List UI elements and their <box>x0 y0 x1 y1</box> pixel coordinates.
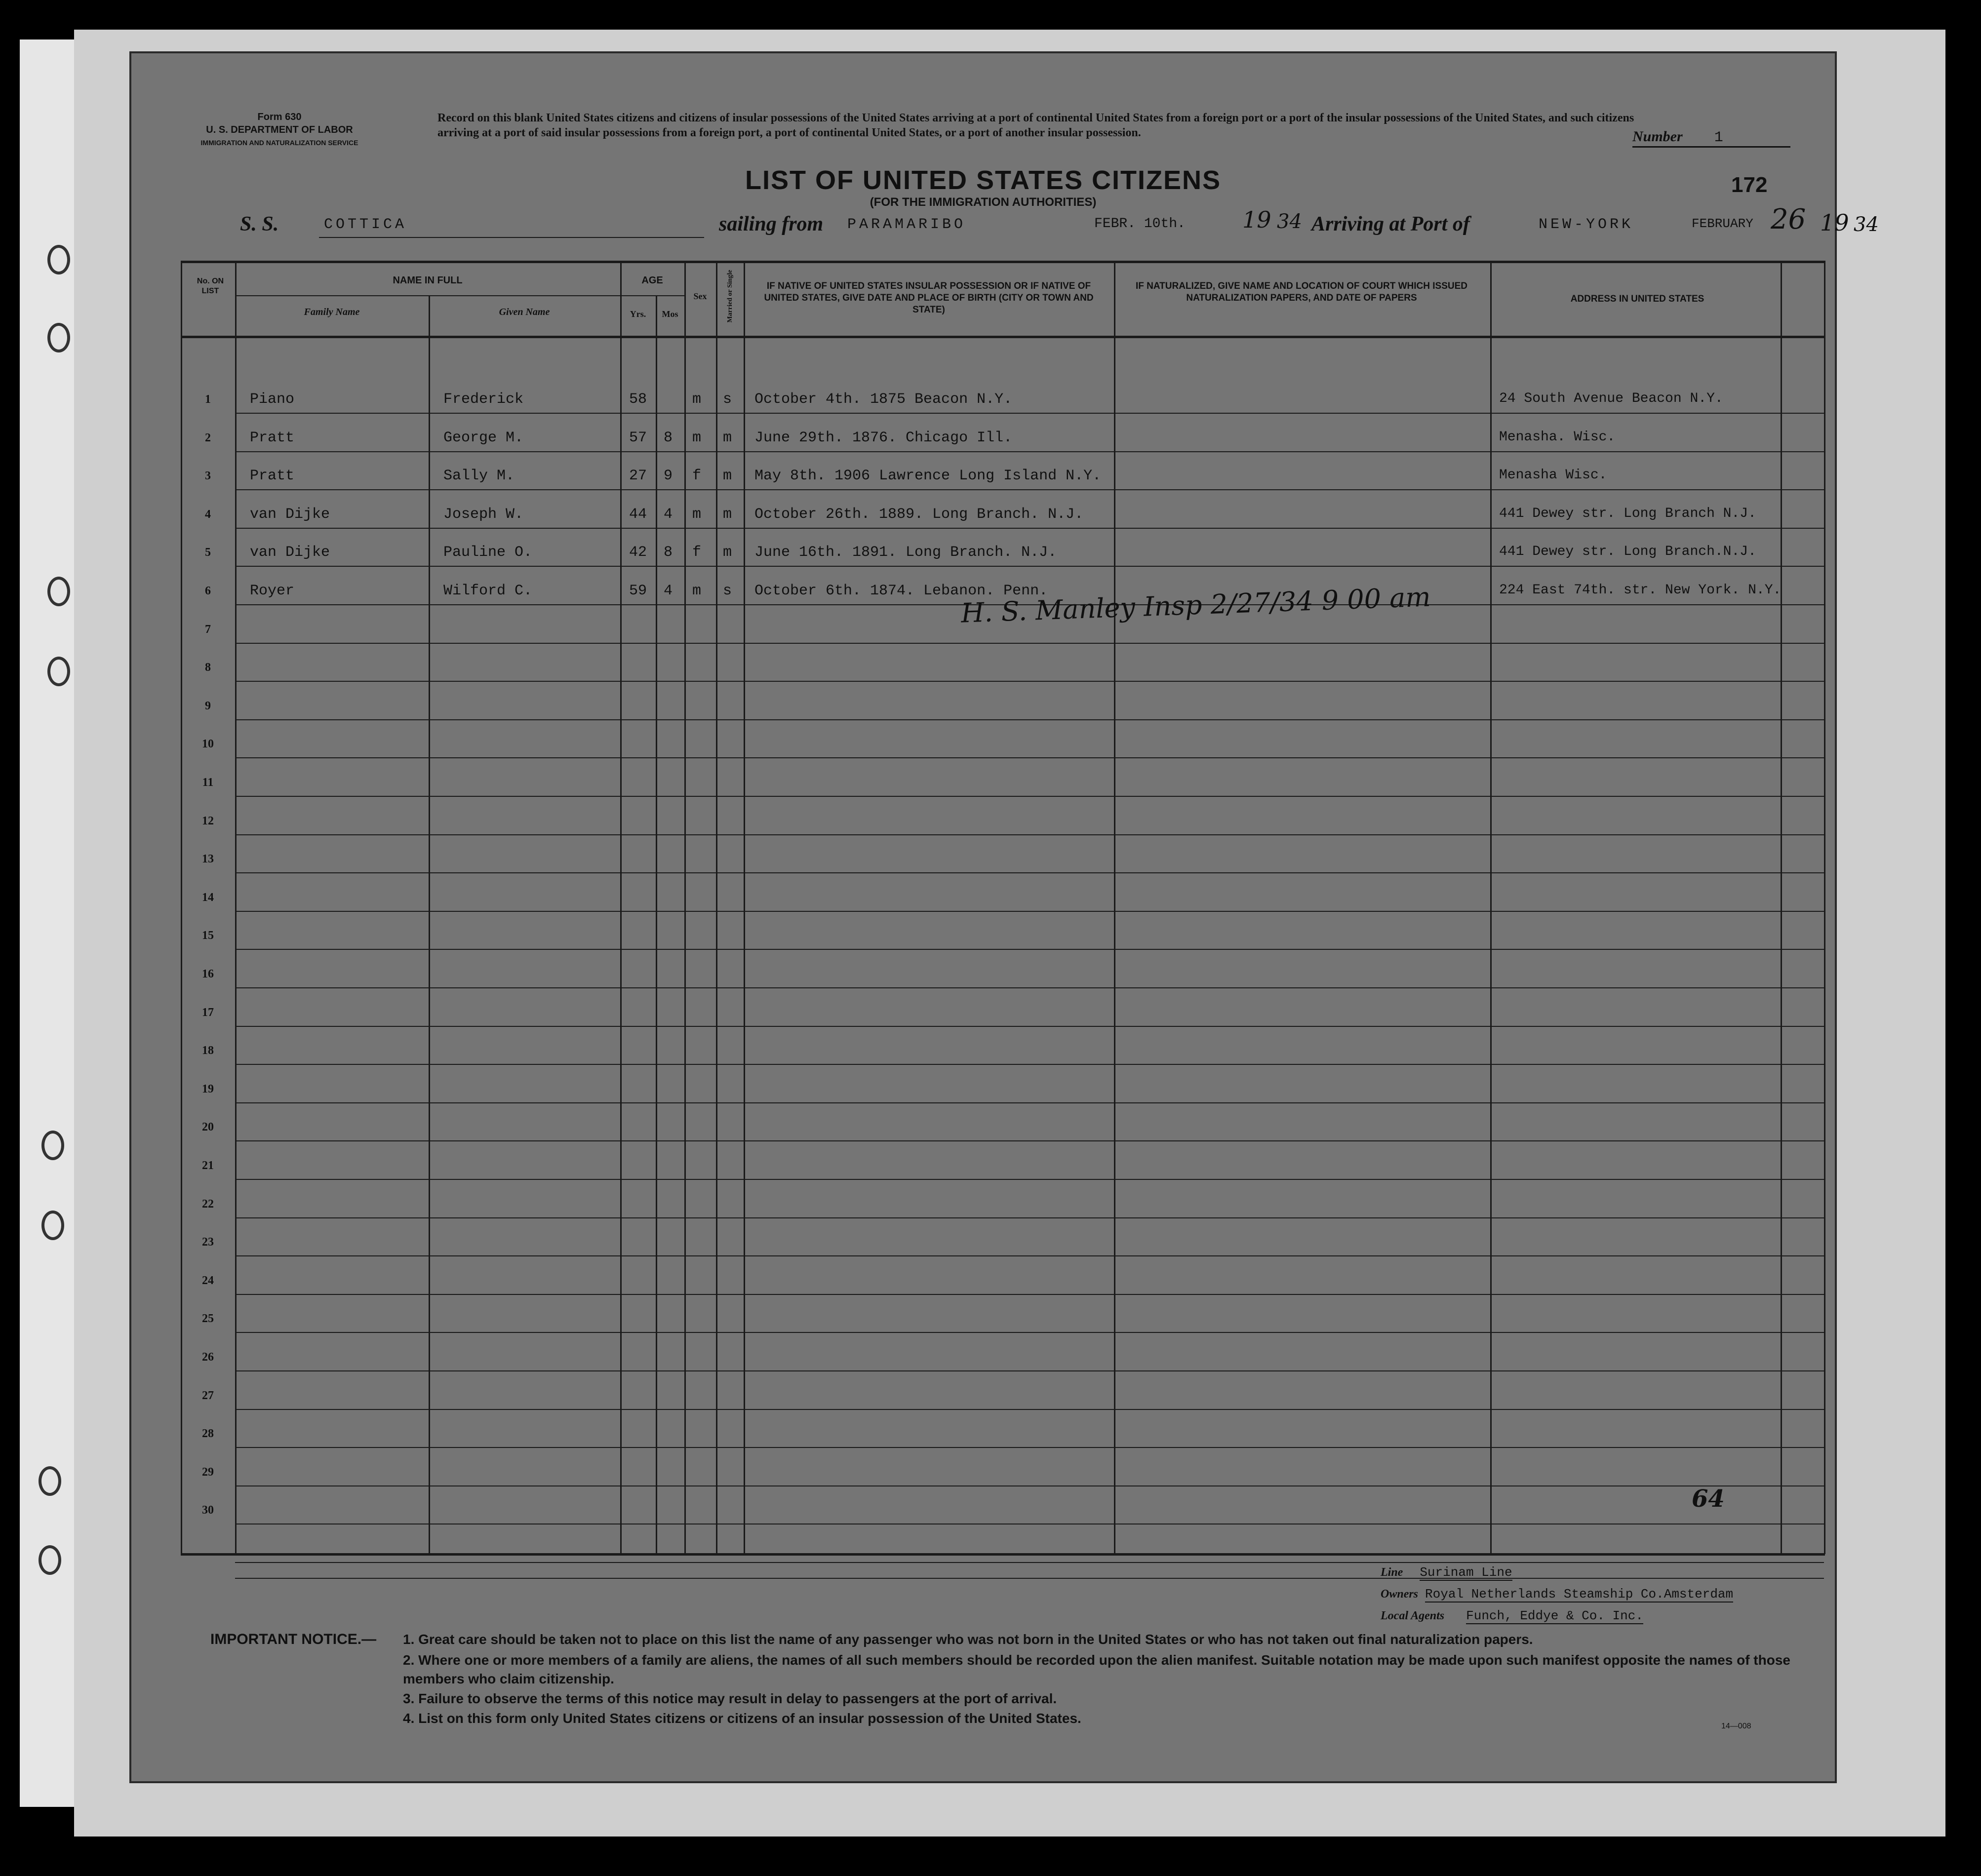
sex-cell: m <box>692 583 702 599</box>
row-number: 30 <box>202 1504 214 1517</box>
header-address: ADDRESS IN UNITED STATES <box>1570 294 1704 304</box>
manifest-page <box>129 51 1879 1783</box>
row-line <box>235 413 1824 414</box>
column-divider <box>1114 261 1115 1554</box>
birth-info-cell: June 16th. 1891. Long Branch. N.J. <box>754 544 1057 561</box>
header-married-single: Married or Single <box>726 270 734 323</box>
row-line <box>235 1217 1824 1218</box>
row-number: 24 <box>202 1274 214 1287</box>
row-line <box>235 566 1824 567</box>
column-divider <box>1490 261 1492 1554</box>
row-line <box>235 911 1824 912</box>
marital-status-cell: m <box>723 468 732 485</box>
age-years-cell: 59 <box>629 583 647 599</box>
row-number: 3 <box>205 469 211 483</box>
binder-hole <box>47 323 70 352</box>
row-line <box>235 1102 1824 1103</box>
line-label: Line <box>1381 1566 1403 1579</box>
year1-prefix: 19 <box>1242 206 1271 233</box>
header-birth: IF NATIVE OF UNITED STATES INSULAR POSSESSION OR IF NATIVE OF UNITED STATES, GIVE DATE AND PLACE OF BIRTH (CITY OR TOWN AND STATE) <box>764 281 1094 315</box>
row-number: 21 <box>202 1159 214 1172</box>
row-line <box>235 1026 1824 1027</box>
sex-cell: f <box>692 544 702 561</box>
family-name-cell: Pratt <box>250 468 295 485</box>
sailing-label: sailing from <box>719 213 824 235</box>
row-number: 26 <box>202 1351 214 1364</box>
departure-port: PARAMARIBO <box>847 216 966 233</box>
age-months-cell: 8 <box>664 544 673 561</box>
row-line <box>235 719 1824 720</box>
birth-info-cell: October 4th. 1875 Beacon N.Y. <box>754 391 1013 408</box>
row-line <box>235 1370 1824 1371</box>
given-name-cell: Pauline O. <box>443 544 533 561</box>
column-divider <box>1781 261 1782 1554</box>
row-line <box>235 1255 1824 1256</box>
year2-value: 34 <box>1854 213 1879 236</box>
header-age: AGE <box>641 275 663 286</box>
ship-name: COTTICA <box>324 216 407 233</box>
ss-label: S. S. <box>240 213 279 235</box>
binder-hole <box>39 1466 61 1496</box>
owners-field <box>1381 1587 1825 1602</box>
row-line <box>235 528 1824 529</box>
header-sex: Sex <box>693 291 707 301</box>
row-number: 8 <box>205 661 211 674</box>
service-name: IMMIGRATION AND NATURALIZATION SERVICE <box>200 139 358 147</box>
column-divider <box>429 295 430 1554</box>
row-number: 19 <box>202 1082 214 1095</box>
row-line <box>235 987 1824 988</box>
intro-instructions: Record on this blank United States citizens and citizens of insular possessions of the United States arriving at a port of continental United States from a foreign port or a port of the insular possessions of the United States, and such citizens arriving at a port of said insular possessions from a foreign port, a port of continental United States, or a port of another insular possession. <box>437 112 1634 139</box>
column-divider <box>620 261 622 1554</box>
row-line <box>235 1562 1824 1563</box>
form-number: Form 630 <box>257 112 302 122</box>
family-name-cell: Royer <box>250 583 295 599</box>
birth-info-cell: May 8th. 1906 Lawrence Long Island N.Y. <box>754 468 1102 485</box>
column-divider <box>656 295 657 1554</box>
row-number: 12 <box>202 814 214 827</box>
age-years-cell: 44 <box>629 506 647 523</box>
age-years-cell: 58 <box>629 391 647 408</box>
family-name-cell: van Dijke <box>250 544 330 561</box>
row-number: 16 <box>202 968 214 980</box>
binder-hole <box>47 245 70 274</box>
number-label: Number <box>1632 128 1683 145</box>
marital-status-cell: s <box>723 391 732 408</box>
row-number: 28 <box>202 1427 214 1441</box>
marital-status-cell: m <box>723 429 732 446</box>
age-years-cell: 57 <box>629 429 647 446</box>
age-years-cell: 27 <box>629 468 647 485</box>
notice-item-2: 2. Where one or more members of a family are aliens, the names of all such members should be recorded upon the alien manifest. Suitable notation may be made upon such manifest opposite the names of those members who claim citizenship. <box>403 1652 1790 1686</box>
print-code: 14—008 <box>1721 1722 1751 1730</box>
row-line <box>235 1409 1824 1410</box>
row-number: 1 <box>205 393 211 406</box>
address-cell: 441 Dewey str. Long Branch.N.J. <box>1499 544 1756 560</box>
number-value: 1 <box>1714 129 1723 146</box>
page-subtitle: (FOR THE IMMIGRATION AUTHORITIES) <box>870 195 1097 209</box>
arrival-month: FEBRUARY <box>1692 216 1753 231</box>
family-name-cell: Pratt <box>250 429 295 446</box>
birth-info-cell: October 6th. 1874. Lebanon. Penn. <box>754 583 1048 599</box>
row-number: 20 <box>202 1121 214 1134</box>
address-cell: Menasha Wisc. <box>1499 468 1607 483</box>
table-top-border <box>181 261 1825 263</box>
row-line <box>235 451 1824 452</box>
row-line <box>235 1485 1824 1486</box>
column-divider <box>181 261 182 1554</box>
row-number: 2 <box>205 431 211 444</box>
notice-item-1: 1. Great care should be taken not to place on this list the name of any passenger who was not born in the United States or who has not taken out final naturalization papers. <box>403 1632 1533 1647</box>
sex-cell: m <box>692 429 702 446</box>
departure-date: FEBR. 10th. <box>1094 216 1186 232</box>
agents-label: Local Agents <box>1381 1609 1445 1622</box>
row-line <box>235 1064 1824 1065</box>
row-line <box>235 643 1824 644</box>
row-line <box>235 796 1824 797</box>
sex-cell: m <box>692 506 702 523</box>
row-line <box>235 872 1824 873</box>
header-naturalized: IF NATURALIZED, GIVE NAME AND LOCATION OF COURT WHICH ISSUED NATURALIZATION PAPERS, AND DATE OF PAPERS <box>1135 281 1467 303</box>
row-line <box>235 834 1824 835</box>
binder-hole <box>47 577 70 606</box>
agents-field <box>1381 1608 1825 1623</box>
given-name-cell: Sally M. <box>443 468 515 485</box>
row-number: 10 <box>202 738 214 751</box>
header-yrs: Yrs. <box>630 309 646 319</box>
row-number: 22 <box>202 1197 214 1211</box>
arriving-label: Arriving at Port of <box>1311 213 1470 235</box>
form-identity <box>171 111 388 149</box>
row-line <box>235 489 1824 490</box>
address-cell: 224 East 74th. str. New York. N.Y. <box>1499 583 1782 598</box>
address-cell: Menasha. Wisc. <box>1499 429 1616 445</box>
age-months-cell: 4 <box>664 506 673 523</box>
notice-item-4: 4. List on this form only United States citizens or citizens of an insular possession of the United States. <box>403 1711 1081 1726</box>
binder-hole <box>39 1545 61 1575</box>
notice-title: IMPORTANT NOTICE.— <box>210 1631 377 1647</box>
sex-cell: m <box>692 391 702 408</box>
given-name-cell: George M. <box>443 429 524 446</box>
owners-label: Owners <box>1381 1588 1419 1601</box>
row-number: 29 <box>202 1465 214 1479</box>
marital-status-cell: m <box>723 506 732 523</box>
column-divider <box>744 261 745 1554</box>
page-number: 172 <box>1731 173 1768 197</box>
address-cell: 24 South Avenue Beacon N.Y. <box>1499 391 1723 406</box>
arrival-port: NEW-YORK <box>1539 216 1634 233</box>
binder-hole <box>41 1211 64 1240</box>
page-title: LIST OF UNITED STATES CITIZENS <box>745 165 1221 195</box>
line-value: Surinam Line <box>1420 1565 1512 1580</box>
line-field <box>1381 1565 1815 1580</box>
row-line <box>235 681 1824 682</box>
year1-value: 34 <box>1277 210 1302 233</box>
number-field <box>1632 128 1790 148</box>
age-months-cell: 4 <box>664 583 673 599</box>
row-line <box>235 949 1824 950</box>
department-name: U. S. DEPARTMENT OF LABOR <box>206 124 353 135</box>
age-years-cell: 42 <box>629 544 647 561</box>
age-months-cell: 9 <box>664 468 673 485</box>
row-number: 13 <box>202 853 214 866</box>
row-line <box>235 1140 1824 1141</box>
binder-hole <box>41 1131 64 1160</box>
row-line <box>235 1179 1824 1180</box>
total-count: 64 <box>1692 1485 1725 1513</box>
marital-status-cell: s <box>723 583 732 599</box>
row-number: 4 <box>205 508 211 521</box>
given-name-cell: Wilford C. <box>443 583 533 599</box>
row-number: 25 <box>202 1312 214 1326</box>
family-name-cell: van Dijke <box>250 506 330 523</box>
row-number: 6 <box>205 585 211 597</box>
row-number: 9 <box>205 699 211 712</box>
column-divider <box>716 261 717 1554</box>
row-number: 18 <box>202 1044 214 1057</box>
row-line <box>235 1447 1824 1448</box>
table-bottom-border <box>181 1553 1825 1556</box>
row-number: 5 <box>205 546 211 559</box>
row-number: 14 <box>202 891 214 904</box>
address-cell: 441 Dewey str. Long Branch N.J. <box>1499 506 1756 521</box>
age-months-cell: 8 <box>664 429 673 446</box>
header-subdivider <box>235 295 684 296</box>
header-given-name: Given Name <box>499 307 550 317</box>
family-name-cell: Piano <box>250 391 295 408</box>
sex-cell: f <box>692 468 702 485</box>
binder-hole <box>47 657 70 686</box>
birth-info-cell: October 26th. 1889. Long Branch. N.J. <box>754 506 1084 523</box>
header-name-in-full: NAME IN FULL <box>393 275 463 286</box>
agents-value: Funch, Eddye & Co. Inc. <box>1466 1608 1643 1623</box>
row-number: 17 <box>202 1006 214 1019</box>
year2-prefix: 19 <box>1820 209 1849 236</box>
voyage-line <box>240 203 1879 242</box>
notice-item-3: 3. Failure to observe the terms of this notice may result in delay to passengers at the port of arrival. <box>403 1691 1057 1706</box>
row-line <box>235 1294 1824 1295</box>
header-mos: Mos <box>662 309 678 319</box>
inspector-signature: H. S. Manley Insp 2/27/34 9 00 am <box>960 581 1431 629</box>
row-number: 11 <box>202 776 214 789</box>
row-number: 7 <box>205 623 211 636</box>
table-header-bottom <box>181 336 1825 338</box>
arrival-day: 26 <box>1771 203 1806 235</box>
header-family-name: Family Name <box>304 307 360 317</box>
marital-status-cell: m <box>723 544 732 561</box>
row-number: 15 <box>202 929 214 942</box>
column-divider <box>684 261 686 1554</box>
row-number: 27 <box>202 1389 214 1402</box>
column-divider <box>1824 261 1825 1554</box>
header-no-on-list: No. ON LIST <box>197 277 224 295</box>
row-line <box>235 1332 1824 1333</box>
owners-value: Royal Netherlands Steamship Co.Amsterdam <box>1425 1587 1734 1602</box>
row-line <box>235 757 1824 758</box>
row-number: 23 <box>202 1236 214 1249</box>
birth-info-cell: June 29th. 1876. Chicago Ill. <box>754 429 1013 446</box>
given-name-cell: Joseph W. <box>443 506 524 523</box>
column-divider <box>235 261 237 1554</box>
given-name-cell: Frederick <box>443 391 524 408</box>
